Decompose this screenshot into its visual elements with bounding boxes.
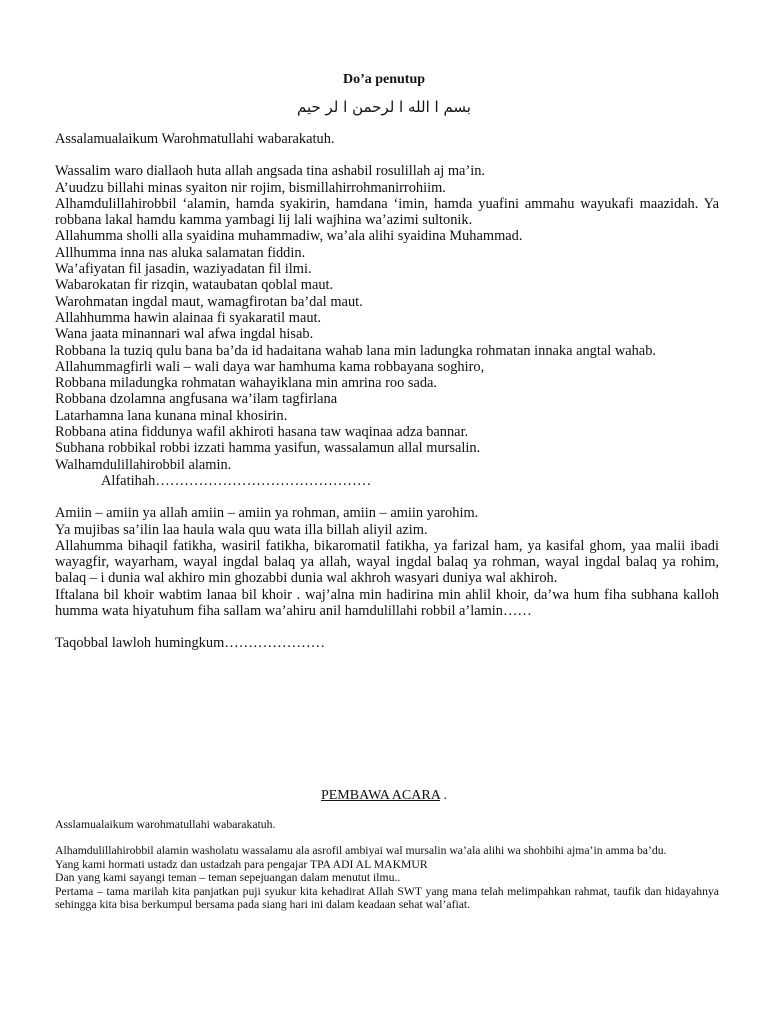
doa-line: Wa’afiyatan fil jasadin, waziyadatan fil ilmi. <box>55 261 312 278</box>
section-heading <box>0 788 768 804</box>
document-title: Do’a penutup <box>342 72 426 87</box>
amiin-line: Ya mujibas sa’ilin laa haula wala quu wata illa billah aliyil azim. <box>55 521 428 538</box>
basmalah-line: بسم ا الله ا لرحمن ا لر حيم <box>296 98 471 116</box>
mc-line: Alhamdulillahirobbil alamin washolatu wassalamu ala asrofil ambiyai wal mursalin wa’ala alihi wa shohbihi ajma’in amma ba’du. <box>55 844 667 858</box>
doa-line: Allahumma sholli alla syaidina muhammadiw, wa’ala alihi syaidina Muhammad. <box>55 228 523 245</box>
amiin-line: Amiin – amiin ya allah amiin – amiin ya rohman, amiin – amiin yarohim. <box>55 505 479 522</box>
doa-line: Latarhamna lana kunana minal khosirin. <box>55 407 288 424</box>
mc-line: Dan yang kami sayangi teman – teman sepejuangan dalam menutut ilmu.. <box>55 871 401 885</box>
doa-line: Robbana dzolamna angfusana wa’ilam tagfirlana <box>55 391 338 408</box>
doa-line: Wabarokatan fir rizqin, wataubatan qoblal maut. <box>55 277 334 294</box>
section-heading-suffix: . <box>440 788 448 803</box>
opening-greeting: Assalamualaikum Warohmatullahi wabarakatuh. <box>55 131 335 147</box>
doa-line: Alhamdulillahirobbil ‘alamin, hamda syakirin, hamdana ‘imin, hamda yuafini ammahu wayukafi maazidah. Ya robbana lakal hamdu kamma yambagi lij lali wajhina wa’azimi sultonik. <box>55 195 719 229</box>
doa-line: Subhana robbikal robbi izzati hamma yasifun, wassalamun allal mursalin. <box>55 440 481 457</box>
mc-line: Yang kami hormati ustadz dan ustadzah para pengajar TPA ADI AL MAKMUR <box>55 857 428 871</box>
mc-greeting: Asslamualaikum warohmatullahi wabarakatuh. <box>55 818 276 831</box>
section-heading-text: PEMBAWA ACARA <box>320 788 441 803</box>
doa-line: Warohmatan ingdal maut, wamagfirotan ba’dal maut. <box>55 293 363 310</box>
mc-line: Pertama – tama marilah kita panjatkan puji syukur kita kehadirat Allah SWT yang mana telah melimpahkan rahmat, taufik dan hidayahnya sehingga kita bisa berkumpul bersama pada siang hari ini dalam keadaan sehat wal’afiat. <box>55 884 719 912</box>
doa-line: Robbana miladungka rohmatan wahayiklana min amrina roo sada. <box>55 375 438 392</box>
amiin-line: Iftalana bil khoir wabtim lanaa bil khoir . waj’alna min hadirina min ahlil khoir, da’wa hum fiha subhana kalloh humma wata hiyatuhum fiha sallam wa’ahiru anil hamdulillahi robbil a’lamin…… <box>55 586 719 620</box>
doa-line: Wana jaata minannari wal afwa ingdal hisab. <box>55 326 314 343</box>
doa-text-block <box>55 131 719 652</box>
doa-line: A’uudzu billahi minas syaiton nir rojim, bismillahirrohmanirrohiim. <box>55 179 446 196</box>
doa-line: Wassalim waro diallaoh huta allah angsada tina ashabil rosulillah aj ma’in. <box>55 163 486 180</box>
doa-line: Allahummagfirli wali – wali daya war hamhuma kama robbayana soghiro, <box>55 358 485 375</box>
alfatihah-line: Alfatihah……………………………………… <box>101 472 372 489</box>
doa-line: Robbana la tuziq qulu bana ba’da id hadaitana wahab lana min ladungka rohmatan innaka angtal wahab. <box>55 342 656 359</box>
doa-line: Allahhumma hawin alainaa fi syakaratil maut. <box>55 309 322 326</box>
doa-line: Robbana atina fiddunya wafil akhiroti hasana taw waqinaa adza bannar. <box>55 424 469 441</box>
doa-line: Walhamdulillahirobbil alamin. <box>55 456 232 473</box>
amiin-line: Allahumma bihaqil fatikha, wasiril fatikha, bikaromatil fatikha, ya farizal ham, ya kasifal ghom, yaa malii ibadi wayagfir, wayarham, wayal ingdal balaq ya allah, wayal ingdal balaq ya rohman, wayal ingdal balaq ya rohim, balaq – i dunia wal akhiro min ghozabbi dunia wal akhroh wasyari duniya wal akhiroh. <box>55 537 719 587</box>
closing-line: Taqobbal lawloh humingkum………………… <box>55 635 325 652</box>
mc-text-block <box>55 818 719 911</box>
doa-line: Allhumma inna nas aluka salamatan fiddin. <box>55 244 306 261</box>
